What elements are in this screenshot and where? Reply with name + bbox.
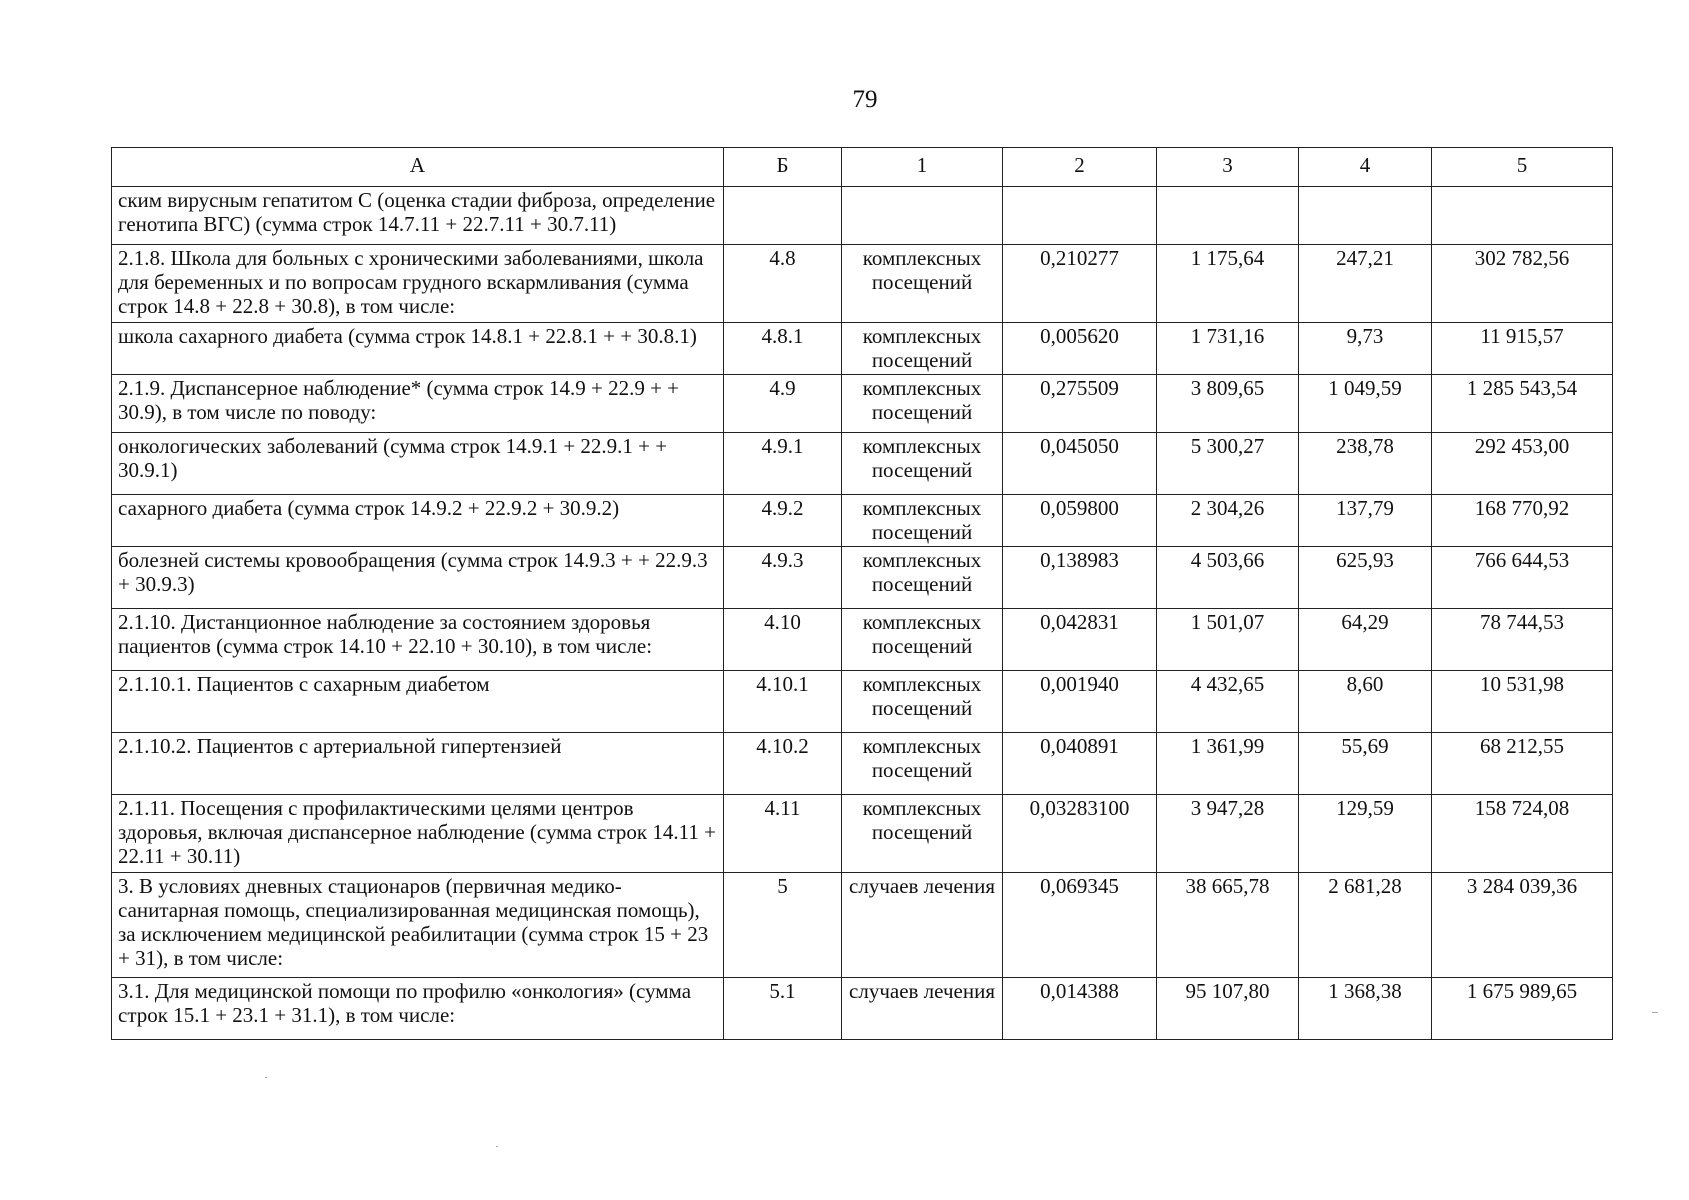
row-value-col2: 0,275509 — [1003, 375, 1157, 433]
row-value-col5: 78 744,53 — [1432, 609, 1613, 671]
row-description: 2.1.10.1. Пациентов с сахарным диабетом — [112, 671, 724, 733]
row-value-col5 — [1432, 187, 1613, 245]
row-value-col2: 0,138983 — [1003, 547, 1157, 609]
scan-mark — [496, 1146, 498, 1147]
row-description: болезней системы кровообращения (сумма строк 14.9.3 + + 22.9.3 + 30.9.3) — [112, 547, 724, 609]
row-value-col2: 0,001940 — [1003, 671, 1157, 733]
row-description: онкологических заболеваний (сумма строк 14.9.1 + 22.9.1 + + 30.9.1) — [112, 433, 724, 495]
row-code: 5.1 — [724, 978, 842, 1040]
table-row — [112, 495, 1613, 547]
row-unit: комплексных посещений — [842, 433, 1003, 495]
row-unit: комплексных посещений — [842, 733, 1003, 795]
row-value-col2: 0,059800 — [1003, 495, 1157, 547]
row-code: 4.10.2 — [724, 733, 842, 795]
page-number: 79 — [852, 86, 878, 113]
scan-mark — [265, 1077, 267, 1078]
row-value-col3: 95 107,80 — [1157, 978, 1299, 1040]
row-value-col5: 168 770,92 — [1432, 495, 1613, 547]
header-cell-1: 1 — [842, 148, 1003, 187]
row-code: 4.9.1 — [724, 433, 842, 495]
row-value-col4: 55,69 — [1299, 733, 1432, 795]
row-value-col2: 0,005620 — [1003, 323, 1157, 375]
row-value-col4: 247,21 — [1299, 245, 1432, 323]
row-value-col3: 1 175,64 — [1157, 245, 1299, 323]
row-value-col4 — [1299, 187, 1432, 245]
row-value-col2: 0,040891 — [1003, 733, 1157, 795]
header-cell-5: 5 — [1432, 148, 1613, 187]
header-cell-3: 3 — [1157, 148, 1299, 187]
row-value-col3: 38 665,78 — [1157, 873, 1299, 978]
row-code — [724, 187, 842, 245]
row-value-col3: 1 731,16 — [1157, 323, 1299, 375]
row-value-col3 — [1157, 187, 1299, 245]
row-value-col5: 158 724,08 — [1432, 795, 1613, 873]
row-code: 4.10.1 — [724, 671, 842, 733]
row-value-col5: 3 284 039,36 — [1432, 873, 1613, 978]
row-description: 3. В условиях дневных стационаров (первичная медико-санитарная помощь, специализированная медицинская помощь), за исключением медицинской реабилитации (сумма строк 15 + 23 + 31), в том числе: — [112, 873, 724, 978]
row-unit: комплексных посещений — [842, 323, 1003, 375]
row-value-col2 — [1003, 187, 1157, 245]
data-table — [111, 147, 1613, 1040]
row-value-col3: 3 947,28 — [1157, 795, 1299, 873]
row-description: ским вирусным гепатитом С (оценка стадии фиброза, определение генотипа ВГС) (сумма строк 14.7.11 + 22.7.11 + 30.7.11) — [112, 187, 724, 245]
row-value-col3: 4 503,66 — [1157, 547, 1299, 609]
row-value-col5: 302 782,56 — [1432, 245, 1613, 323]
row-value-col3: 5 300,27 — [1157, 433, 1299, 495]
row-code: 4.8 — [724, 245, 842, 323]
row-value-col2: 0,069345 — [1003, 873, 1157, 978]
row-description: 2.1.8. Школа для больных с хроническими заболеваниями, школа для беременных и по вопросам грудного вскармливания (сумма строк 14.8 + 22.8 + 30.8), в том числе: — [112, 245, 724, 323]
row-description: 2.1.9. Диспансерное наблюдение* (сумма строк 14.9 + 22.9 + + 30.9), в том числе по поводу: — [112, 375, 724, 433]
row-code: 4.8.1 — [724, 323, 842, 375]
row-value-col5: 11 915,57 — [1432, 323, 1613, 375]
row-code: 4.11 — [724, 795, 842, 873]
row-value-col5: 292 453,00 — [1432, 433, 1613, 495]
row-code: 4.9.3 — [724, 547, 842, 609]
row-value-col2: 0,03283100 — [1003, 795, 1157, 873]
table-row — [112, 187, 1613, 245]
row-value-col4: 9,73 — [1299, 323, 1432, 375]
row-value-col5: 1 285 543,54 — [1432, 375, 1613, 433]
row-value-col3: 3 809,65 — [1157, 375, 1299, 433]
table-row — [112, 245, 1613, 323]
header-cell-b: Б — [724, 148, 842, 187]
row-value-col4: 1 368,38 — [1299, 978, 1432, 1040]
row-value-col5: 766 644,53 — [1432, 547, 1613, 609]
row-value-col5: 1 675 989,65 — [1432, 978, 1613, 1040]
table-row — [112, 671, 1613, 733]
row-code: 4.10 — [724, 609, 842, 671]
row-unit: комплексных посещений — [842, 609, 1003, 671]
scan-mark — [1652, 1012, 1658, 1013]
row-value-col4: 625,93 — [1299, 547, 1432, 609]
row-value-col4: 64,29 — [1299, 609, 1432, 671]
row-value-col4: 2 681,28 — [1299, 873, 1432, 978]
row-value-col4: 238,78 — [1299, 433, 1432, 495]
row-unit: случаев лечения — [842, 873, 1003, 978]
row-unit: комплексных посещений — [842, 547, 1003, 609]
row-value-col4: 137,79 — [1299, 495, 1432, 547]
row-value-col2: 0,045050 — [1003, 433, 1157, 495]
table-row — [112, 323, 1613, 375]
header-cell-4: 4 — [1299, 148, 1432, 187]
row-code: 4.9 — [724, 375, 842, 433]
header-cell-a: А — [112, 148, 724, 187]
row-unit: комплексных посещений — [842, 375, 1003, 433]
row-unit: комплексных посещений — [842, 795, 1003, 873]
row-value-col5: 68 212,55 — [1432, 733, 1613, 795]
table-row — [112, 978, 1613, 1040]
row-unit: комплексных посещений — [842, 671, 1003, 733]
row-value-col3: 1 361,99 — [1157, 733, 1299, 795]
row-value-col4: 1 049,59 — [1299, 375, 1432, 433]
row-description: сахарного диабета (сумма строк 14.9.2 + 22.9.2 + 30.9.2) — [112, 495, 724, 547]
row-description: 2.1.10. Дистанционное наблюдение за состоянием здоровья пациентов (сумма строк 14.10 + 22.10 + 30.10), в том числе: — [112, 609, 724, 671]
table-row — [112, 609, 1613, 671]
row-unit — [842, 187, 1003, 245]
row-description: школа сахарного диабета (сумма строк 14.8.1 + 22.8.1 + + 30.8.1) — [112, 323, 724, 375]
table-row — [112, 547, 1613, 609]
row-value-col2: 0,042831 — [1003, 609, 1157, 671]
row-code: 5 — [724, 873, 842, 978]
row-unit: комплексных посещений — [842, 245, 1003, 323]
row-value-col3: 2 304,26 — [1157, 495, 1299, 547]
table-row — [112, 433, 1613, 495]
table-row — [112, 733, 1613, 795]
header-cell-2: 2 — [1003, 148, 1157, 187]
row-value-col5: 10 531,98 — [1432, 671, 1613, 733]
table-row — [112, 375, 1613, 433]
row-unit: случаев лечения — [842, 978, 1003, 1040]
row-value-col3: 1 501,07 — [1157, 609, 1299, 671]
row-description: 2.1.11. Посещения с профилактическими целями центров здоровья, включая диспансерное наблюдение (сумма строк 14.11 + 22.11 + 30.11) — [112, 795, 724, 873]
row-code: 4.9.2 — [724, 495, 842, 547]
row-description: 2.1.10.2. Пациентов с артериальной гипертензией — [112, 733, 724, 795]
row-value-col2: 0,014388 — [1003, 978, 1157, 1040]
row-value-col4: 8,60 — [1299, 671, 1432, 733]
row-description: 3.1. Для медицинской помощи по профилю «онкология» (сумма строк 15.1 + 23.1 + 31.1), в том числе: — [112, 978, 724, 1040]
row-unit: комплексных посещений — [842, 495, 1003, 547]
row-value-col2: 0,210277 — [1003, 245, 1157, 323]
table-row — [112, 795, 1613, 873]
row-value-col4: 129,59 — [1299, 795, 1432, 873]
header-row — [112, 148, 1613, 187]
table-row — [112, 873, 1613, 978]
row-value-col3: 4 432,65 — [1157, 671, 1299, 733]
